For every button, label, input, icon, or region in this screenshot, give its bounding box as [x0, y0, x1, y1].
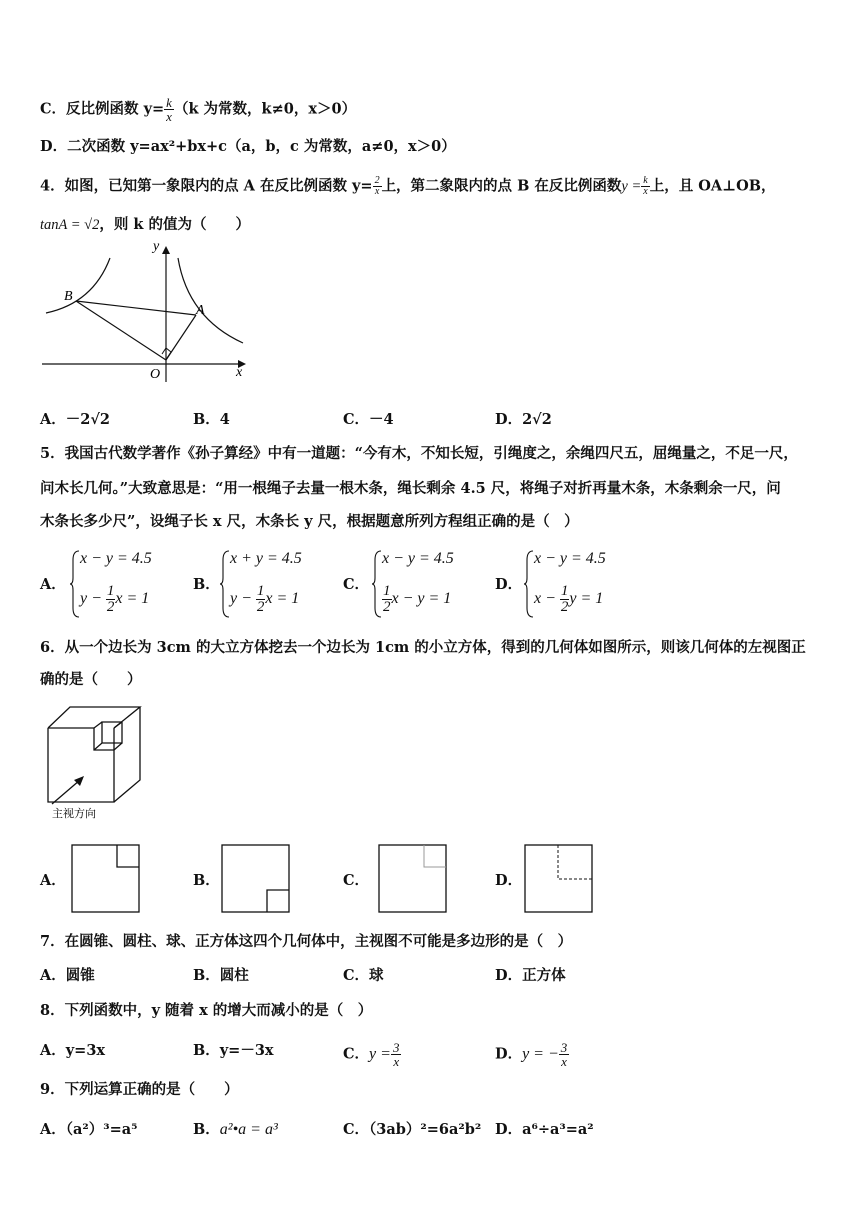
curve-first-quadrant [178, 258, 243, 343]
q4-question: 4．如图，已知第一象限内的点 A 在反比例函数 y= $\frac{2}{x}$ 上，第二象限内的点 B 在反比例函数y = $\frac{k}{x}$ 上，且 OA⊥OB， [40, 175, 776, 197]
q5-option-a-system: x − y = 4.5 y − $\frac{1}{2}$ x = 1 [70, 550, 170, 620]
q6-option-a-figure [71, 844, 141, 914]
q6-option-d-label: D． [495, 872, 523, 889]
q3-option-d: D．二次函数 y=ax²+bx+c（a，b，c 为常数，a≠0，x＞0） [40, 138, 456, 155]
label-x: x [236, 365, 243, 380]
q6-line-2: 确的是（ ） [40, 671, 142, 688]
q6-option-b-figure [221, 844, 291, 914]
q5-line-3: 木条长多少尺”，设绳子长 x 尺，木条长 y 尺，根据题意所列方程组正确的是（ ） [40, 513, 579, 530]
curve-second-quadrant [46, 258, 110, 313]
label-b: B [64, 289, 73, 304]
q8-option-c: C．y = $\frac{3}{x}$ [343, 1040, 400, 1069]
q3-option-c: C．反比例函数 y= $\frac{k}{x}$ （k 为常数，k≠0，x＞0） [40, 95, 357, 124]
y-axis-arrow [162, 246, 170, 254]
q7-question: 7．在圆锥、圆柱、球、正方体这四个几何体中，主视图不可能是多边形的是（ ） [40, 933, 573, 950]
q4-option-a: A．－2√2 [40, 411, 110, 428]
label-y: y [153, 239, 160, 254]
q9-option-b: B．a²•a = a³ [193, 1121, 278, 1138]
q6-option-a-label: A． [40, 872, 66, 889]
q4-option-c: C．－4 [343, 411, 394, 428]
q5-option-d-label: D． [495, 576, 523, 593]
q9-option-a: A．（a²）³=a⁵ [40, 1121, 138, 1138]
q8-option-b: B．y=－3x [193, 1042, 274, 1059]
q9-question: 9．下列运算正确的是（ ） [40, 1081, 239, 1098]
q7-option-c: C．球 [343, 967, 384, 984]
q6-option-b-label: B． [193, 872, 220, 889]
q6-line-1: 6．从一个边长为 3cm 的大立方体挖去一个边长为 1cm 的小立方体，得到的几何体如图所示，则该几何体的左视图正 [40, 639, 806, 656]
q6-cube-figure [40, 700, 150, 822]
q7-option-d: D．正方体 [495, 967, 566, 984]
q4-option-d: D．2√2 [495, 411, 552, 428]
q5-option-b-label: B． [193, 576, 220, 593]
q9-option-d: D．a⁶÷a³=a² [495, 1121, 594, 1138]
q8-option-a: A．y=3x [40, 1042, 106, 1059]
q8-option-d: D．y = − $\frac{3}{x}$ [495, 1040, 568, 1069]
label-o: O [150, 367, 161, 382]
label-a: A [196, 303, 205, 318]
q4-option-b: B．4 [193, 411, 230, 428]
q6-option-c-label: C． [343, 872, 370, 889]
q9-option-c: C．（3ab）²=6a²b² [343, 1121, 482, 1138]
q6-option-d-figure [524, 844, 594, 914]
q7-option-a: A．圆锥 [40, 967, 95, 984]
q5-line-1: 5．我国古代数学著作《孙子算经》中有一道题：“今有木，不知长短，引绳度之，余绳四尺五，屈绳量之，不足一尺， [40, 445, 798, 462]
q5-option-a-label: A． [40, 576, 66, 593]
q5-option-c-system: x − y = 4.5 $\frac{1}{2}$ x − y = 1 [372, 550, 472, 620]
q5-line-2: 问木长几何。”大致意思是：“用一根绳子去量一根木条，绳长剩余 4.5 尺，将绳子对折再量木条，木条剩余一尺，问 [40, 480, 781, 497]
figure-caption: 主视方向 [52, 807, 96, 820]
q4-question-cont: tanA = √2，则 k 的值为（ ） [40, 216, 251, 233]
q7-option-b: B．圆柱 [193, 967, 249, 984]
q8-question: 8．下列函数中，y 随着 x 的增大而减小的是（ ） [40, 1002, 373, 1019]
q5-option-d-system: x − y = 4.5 x − $\frac{1}{2}$ y = 1 [524, 550, 624, 620]
q5-option-b-system: x + y = 4.5 y − $\frac{1}{2}$ x = 1 [220, 550, 320, 620]
q4-figure [38, 238, 253, 383]
q5-option-c-label: C． [343, 576, 370, 593]
fraction: $\frac{k}{x}$ [166, 95, 172, 124]
q6-option-c-figure [378, 844, 448, 914]
